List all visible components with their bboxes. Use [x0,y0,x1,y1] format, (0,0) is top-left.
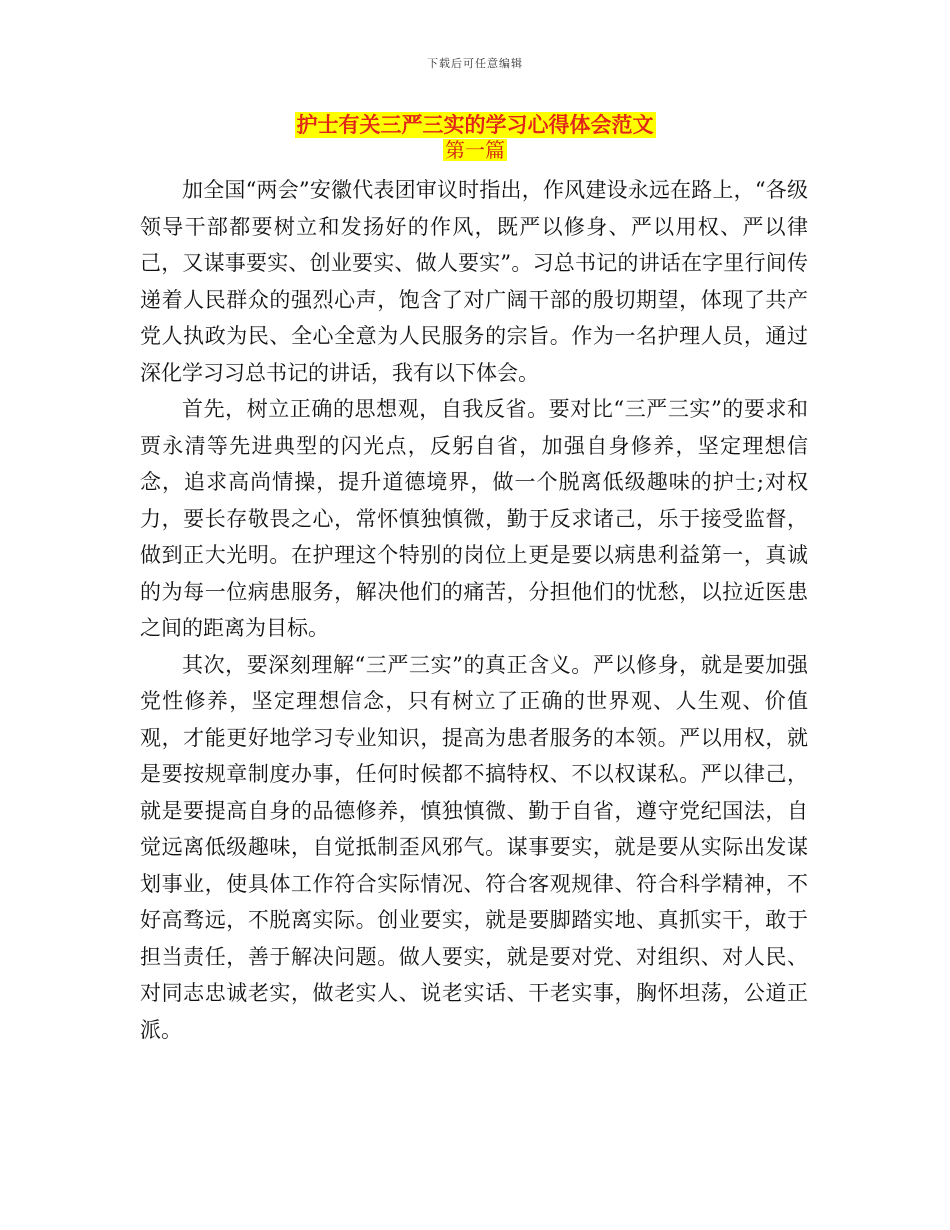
document-body [140,172,808,1048]
header-note: 下载后可任意编辑 [427,57,523,70]
document-title: 护士有关三严三实的学习心得体会范文 [296,113,654,137]
paragraph-2: 首先，树立正确的思想观，自我反省。要对比“三严三实”的要求和贾永清等先进典型的闪光点，反躬自省，加强自身修养，坚定理想信念，追求高尚情操，提升道德境界，做一个脱离低级趣味的护士;对权力，要长存敬畏之心，常怀慎独慎微，勤于反求诸己，乐于接受监督，做到正大光明。在护理这个特别的岗位上更是要以病患利益第一，真诚的为每一位病患服务，解决他们的痛苦，分担他们的忧愁，以拉近医患之间的距离为目标。 [140,397,808,640]
document-subtitle: 第一篇 [445,138,505,162]
title-block [0,112,950,161]
paragraph-3: 其次，要深刻理解“三严三实”的真正含义。严以修身，就是要加强党性修养，坚定理想信念，只有树立了正确的世界观、人生观、价值观，才能更好地学习专业知识，提高为患者服务的本领。严以用权，就是要按规章制度办事，任何时候都不搞特权、不以权谋私。严以律己，就是要提高自身的品德修养，慎独慎微、勤于自省，遵守党纪国法，自觉远离低级趣味，自觉抵制歪风邪气。谋事要实，就是要从实际出发谋划事业，使具体工作符合实际情况、符合客观规律、符合科学精神，不好高骛远，不脱离实际。创业要实，就是要脚踏实地、真抓实干，敢于担当责任，善于解决问题。做人要实，就是要对党、对组织、对人民、对同志忠诚老实，做老实人、说老实话、干老实事，胸怀坦荡，公道正派。 [140,652,808,1042]
paragraph-1: 加全国“两会”安徽代表团审议时指出，作风建设永远在路上，“各级领导干部都要树立和发扬好的作风，既严以修身、严以用权、严以律己，又谋事要实、创业要实、做人要实”。习总书记的讲话在字里行间传递着人民群众的强烈心声，饱含了对广阔干部的殷切期望，体现了共产党人执政为民、全心全意为人民服务的宗旨。作为一名护理人员，通过深化学习习总书记的讲话，我有以下体会。 [140,178,808,385]
